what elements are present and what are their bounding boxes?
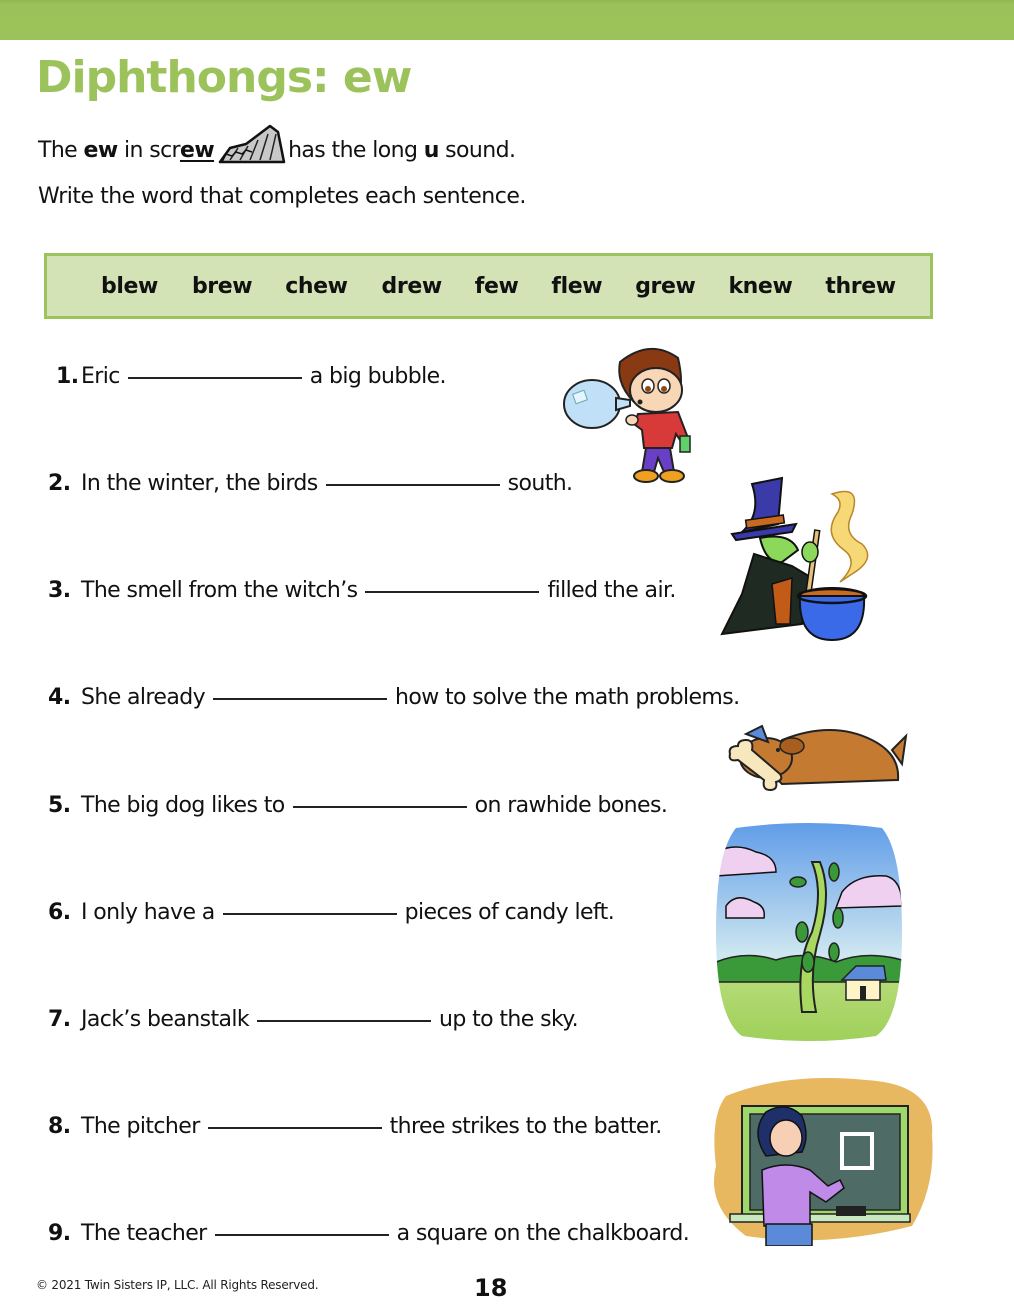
word-bank-word: grew xyxy=(635,273,696,299)
question-number: 6. xyxy=(48,900,71,925)
copyright-notice: © 2021 Twin Sisters IP, LLC. All Rights Reserved. xyxy=(36,1278,319,1292)
question-number: 3. xyxy=(48,578,71,603)
word-bank-word: brew xyxy=(191,273,253,299)
question-text-before: The smell from the witch’s xyxy=(81,578,358,603)
answer-blank-6[interactable] xyxy=(223,913,397,915)
answer-blank-2[interactable] xyxy=(326,484,500,486)
word-bank-word: knew xyxy=(728,273,793,299)
question-number: 5. xyxy=(48,793,71,818)
intro-text: has the long xyxy=(288,137,424,163)
instructions: Write the word that completes each sentence. xyxy=(38,184,526,209)
question-text-before: The teacher xyxy=(81,1221,207,1246)
word-bank-word: few xyxy=(474,273,519,299)
question-text-after: a square on the chalkboard. xyxy=(396,1221,690,1246)
intro-bold-ew: ew xyxy=(83,137,118,163)
answer-blank-4[interactable] xyxy=(213,698,387,700)
beanstalk-illustration xyxy=(716,822,902,1042)
teacher-chalkboard-illustration xyxy=(706,1076,936,1246)
page-title: Diphthongs: ew xyxy=(36,52,412,103)
word-bank-word: blew xyxy=(101,273,158,299)
question-number: 7. xyxy=(48,1007,71,1032)
question-number: 1. xyxy=(56,364,79,389)
answer-blank-7[interactable] xyxy=(257,1020,431,1022)
question-1 xyxy=(48,364,446,389)
page-number: 18 xyxy=(474,1274,508,1302)
question-text-before: The big dog likes to xyxy=(81,793,285,818)
word-bank-word: flew xyxy=(551,273,603,299)
answer-blank-1[interactable] xyxy=(128,377,302,379)
question-text-before: The pitcher xyxy=(81,1114,200,1139)
word-bank-word: threw xyxy=(825,273,896,299)
answer-blank-5[interactable] xyxy=(293,806,467,808)
intro-sentence xyxy=(38,128,515,172)
answer-blank-9[interactable] xyxy=(215,1234,389,1236)
question-number: 4. xyxy=(48,685,71,710)
question-3 xyxy=(48,578,676,603)
question-number: 8. xyxy=(48,1114,71,1139)
question-7 xyxy=(48,1007,578,1032)
question-5 xyxy=(48,793,667,818)
intro-text: in scr xyxy=(117,137,181,163)
question-2 xyxy=(48,471,572,496)
answer-blank-8[interactable] xyxy=(208,1127,382,1129)
question-8 xyxy=(48,1114,662,1139)
header-bar xyxy=(0,0,1014,40)
question-4 xyxy=(48,685,740,710)
question-text-before: Jack’s beanstalk xyxy=(81,1007,250,1032)
question-text-before: I only have a xyxy=(81,900,215,925)
question-text-before: She already xyxy=(81,685,205,710)
word-bank xyxy=(44,253,933,319)
question-number: 2. xyxy=(48,471,71,496)
intro-text: sound. xyxy=(438,137,516,163)
question-text-after: up to the sky. xyxy=(439,1007,578,1032)
question-text-after: south. xyxy=(507,471,573,496)
question-text-after: a big bubble. xyxy=(309,364,446,389)
witch-cauldron-illustration xyxy=(712,474,892,644)
question-text-before: Eric xyxy=(81,364,120,389)
question-text-after: three strikes to the batter. xyxy=(389,1114,662,1139)
intro-underlined-ew: ew xyxy=(180,137,215,163)
question-text-before: In the winter, the birds xyxy=(81,471,318,496)
question-6 xyxy=(48,900,614,925)
intro-text: The xyxy=(38,137,84,163)
question-text-after: filled the air. xyxy=(547,578,676,603)
word-bank-word: chew xyxy=(285,273,348,299)
dog-chewing-bone-illustration xyxy=(722,720,912,798)
boy-blowing-bubble-illustration xyxy=(560,340,710,488)
question-text-after: on rawhide bones. xyxy=(474,793,668,818)
question-text-after: pieces of candy left. xyxy=(404,900,615,925)
question-9 xyxy=(48,1221,689,1246)
answer-blank-3[interactable] xyxy=(365,591,539,593)
question-text-after: how to solve the math problems. xyxy=(395,685,740,710)
question-number: 9. xyxy=(48,1221,71,1246)
word-bank-word: drew xyxy=(381,273,442,299)
intro-bold-u: u xyxy=(423,137,439,163)
screw-icon xyxy=(216,122,286,166)
